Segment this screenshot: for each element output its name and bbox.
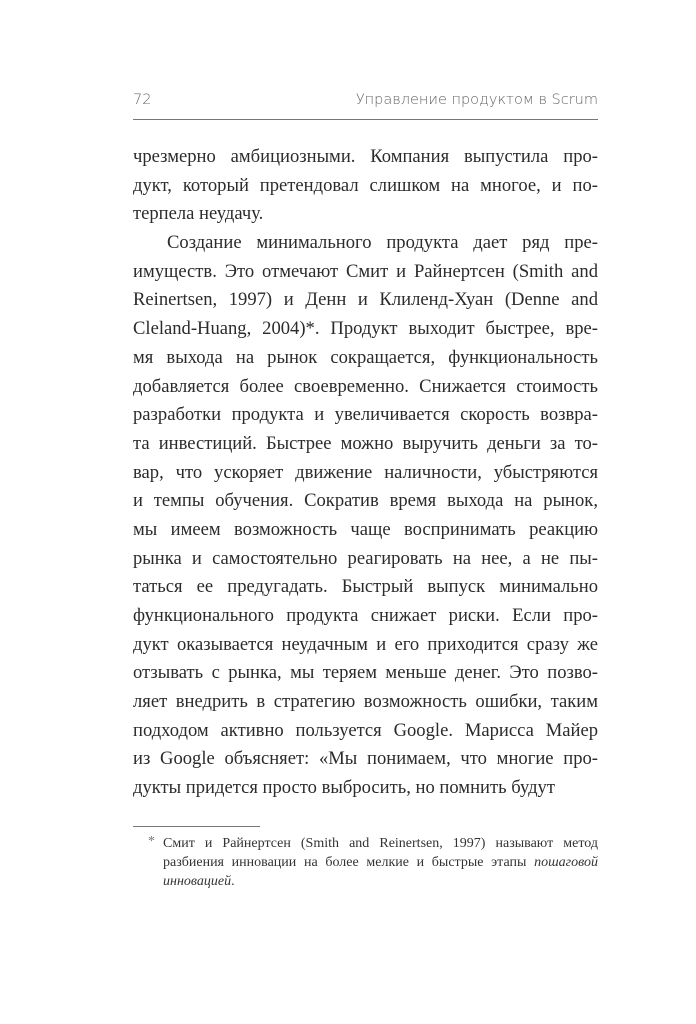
footnote-italic: инновацией [163, 874, 232, 889]
footnote-rule [133, 826, 260, 827]
text-line: рынка и самостоятельно реагировать на нее, а не пы- [133, 547, 598, 569]
text-line: дукт оказывается неудачным и его приходится сразу же [133, 633, 598, 655]
text-line: и темпы обучения. Сократив время выхода на рынок, [133, 490, 598, 512]
text-line: мы имеем возможность чаще воспринимать реакцию [133, 518, 598, 540]
text-line: мя выхода на рынок сокращается, функциональность [133, 346, 598, 368]
footnote-line [163, 872, 598, 891]
text-line: дукт, который претендовал слишком на многое, и по- [133, 174, 598, 196]
text-line: из Google объясняет: «Мы понимаем, что многие про- [133, 748, 598, 770]
text-line: Reinertsen, 1997) и Денн и Клиленд-Хуан (Denne and [133, 289, 598, 311]
text-line: дукты придется просто выбросить, но помнить будут [133, 777, 555, 799]
text-line: Создание минимального продукта дает ряд пре- [167, 232, 598, 254]
page-number: 72 [133, 92, 152, 108]
footnote-italic: пошаговой [534, 855, 598, 870]
footnote [148, 834, 598, 891]
footnote-line: Смит и Райнертсен (Smith and Reinertsen, 1997) называют метод [163, 836, 598, 851]
text-line: таться ее предугадать. Быстрый выпуск минимально [133, 576, 598, 598]
text-line: Cleland-Huang, 2004)*. Продукт выходит быстрее, вре- [133, 318, 598, 340]
footnote-text: . [231, 874, 235, 889]
running-title: Управление продуктом в Scrum [355, 92, 598, 108]
text-line: разработки продукта и увеличивается скорость возвра- [133, 404, 598, 426]
body-text [133, 143, 598, 803]
text-line: функционального продукта снижает риски. Если про- [133, 605, 598, 626]
text-line: подходом активно пользуется Google. Марисса Майер [133, 719, 598, 741]
footnote-text: разбиения инновации на более мелкие и быстрые этапы [163, 855, 535, 870]
text-line: терпела неудачу. [133, 203, 264, 225]
text-line: та инвестиций. Быстрее можно выручить деньги за то- [133, 432, 598, 454]
text-line: чрезмерно амбициозными. Компания выпустила про- [133, 146, 598, 167]
header-rule [133, 119, 598, 120]
text-line: вар, что ускоряет движение наличности, убыстряются [133, 461, 598, 483]
text-line: имуществ. Это отмечают Смит и Райнертсен (Smith and [133, 260, 598, 282]
text-line: добавляется более своевременно. Снижается стоимость [133, 375, 598, 397]
footnote-marker: * [148, 834, 155, 849]
text-line: отзывать с рынка, мы теряем меньше денег. Это позво- [133, 662, 598, 684]
footnote-line [163, 853, 598, 872]
text-line: ляет внедрить в стратегию возможность ошибки, таким [133, 691, 598, 713]
running-header [133, 92, 598, 114]
